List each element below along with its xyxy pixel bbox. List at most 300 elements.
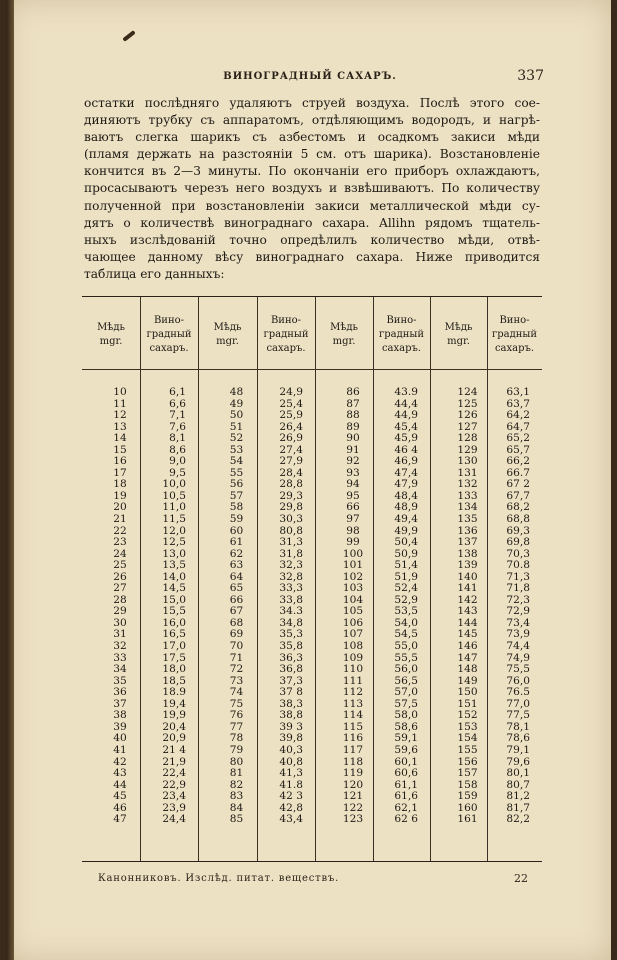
sugar-value: 50,9 <box>394 547 418 560</box>
sugar-value: 77,5 <box>506 709 530 722</box>
header-line: Мѣдь <box>97 322 125 333</box>
text-line: диняютъ трубку съ аппаратомъ, отдѣляющимъ водородъ, и нагрѣ- <box>84 113 540 128</box>
sugar-value: 17,5 <box>162 651 186 664</box>
copper-value: 60 <box>229 524 244 537</box>
sugar-value: 34.3 <box>279 605 303 618</box>
sugar-value: 54,5 <box>394 628 418 641</box>
copper-value: 108 <box>342 640 364 653</box>
sugar-value: 41,3 <box>279 767 303 780</box>
copper-value: 62 <box>229 547 244 560</box>
sugar-value: 59,1 <box>394 732 418 745</box>
copper-value: 102 <box>342 570 364 583</box>
copper-value: 109 <box>342 651 364 664</box>
copper-value: 46 <box>113 801 127 814</box>
sugar-value: 20,4 <box>162 720 186 733</box>
copper-value: 92 <box>346 455 360 468</box>
sugar-value: 40,3 <box>279 743 303 756</box>
sugar-value: 6,6 <box>169 397 186 410</box>
copper-value: 129 <box>457 443 478 456</box>
book-spine <box>6 0 14 960</box>
sugar-value: 49,9 <box>394 524 418 537</box>
sugar-value: 33,3 <box>279 582 303 595</box>
header-line: градный <box>378 329 425 340</box>
sugar-value: 8,1 <box>169 432 186 445</box>
sugar-value: 48,9 <box>394 501 418 514</box>
copper-value: 107 <box>342 628 364 641</box>
sugar-value: 13,0 <box>162 547 186 560</box>
sugar-header <box>257 305 315 365</box>
sugar-value: 15,0 <box>162 593 186 606</box>
header-line: Вино- <box>270 315 302 326</box>
copper-value: 139 <box>457 559 478 572</box>
text-line: дятъ о количествѣ винограднаго сахара. Allihn рядомъ тщатель- <box>84 215 540 230</box>
sugar-value: 74,9 <box>506 651 530 664</box>
copper-value: 119 <box>342 767 364 780</box>
sugar-value: 18,5 <box>162 674 186 687</box>
sugar-value: 22,4 <box>162 767 186 780</box>
copper-value: 39 <box>113 720 127 733</box>
copper-column <box>337 387 369 826</box>
sugar-value: 51,4 <box>394 559 418 572</box>
sugar-value: 66,2 <box>506 455 530 468</box>
sugar-header <box>487 305 542 365</box>
sugar-value: 80,1 <box>506 767 530 780</box>
sugar-value: 10,0 <box>162 478 186 491</box>
sugar-value: 41.8 <box>279 778 303 791</box>
copper-value: 67 <box>229 605 244 618</box>
sugar-header <box>373 305 430 365</box>
copper-value: 66 <box>229 593 244 606</box>
copper-value: 68 <box>229 616 244 629</box>
copper-value: 147 <box>457 651 478 664</box>
sugar-column <box>140 387 186 826</box>
copper-value: 22 <box>113 524 127 537</box>
sugar-value: 66.7 <box>506 466 530 479</box>
sugar-value: 76,0 <box>506 674 530 687</box>
copper-value: 17 <box>113 466 127 479</box>
sugar-value: 79,6 <box>506 755 530 768</box>
sugar-value: 47,4 <box>394 466 418 479</box>
copper-value: 145 <box>457 628 478 641</box>
copper-value: 35 <box>113 674 127 687</box>
copper-value: 122 <box>342 801 364 814</box>
copper-value: 50 <box>229 409 244 422</box>
copper-value: 73 <box>229 674 244 687</box>
copper-value: 154 <box>457 732 478 745</box>
copper-value: 130 <box>457 455 478 468</box>
copper-value: 36 <box>113 686 127 699</box>
sugar-column <box>487 387 530 826</box>
copper-value: 112 <box>342 686 364 699</box>
copper-value: 21 <box>113 513 127 526</box>
copper-value: 47 <box>113 813 127 826</box>
sugar-value: 23,4 <box>162 790 186 803</box>
copper-value: 104 <box>342 593 364 606</box>
copper-value: 41 <box>113 743 127 756</box>
sugar-value: 31,8 <box>279 547 303 560</box>
sugar-value: 60,1 <box>394 755 418 768</box>
copper-value: 83 <box>229 790 244 803</box>
copper-value: 11 <box>113 397 127 410</box>
copper-value: 95 <box>346 489 360 502</box>
sugar-value: 45,4 <box>394 420 418 433</box>
sugar-value: 72,3 <box>506 593 530 606</box>
sugar-value: 74,4 <box>506 640 530 653</box>
book-page <box>6 0 611 960</box>
copper-value: 120 <box>342 778 364 791</box>
copper-value: 121 <box>342 790 364 803</box>
copper-value: 66 <box>346 501 360 514</box>
sugar-value: 75,5 <box>506 663 530 676</box>
sugar-value: 9,5 <box>169 466 186 479</box>
copper-value: 133 <box>457 489 478 502</box>
copper-value: 25 <box>113 559 127 572</box>
copper-value: 26 <box>113 570 127 583</box>
sugar-value: 35,8 <box>279 640 303 653</box>
sugar-value: 61,6 <box>394 790 418 803</box>
copper-value: 82 <box>229 778 244 791</box>
copper-value: 28 <box>113 593 127 606</box>
copper-value: 118 <box>342 755 364 768</box>
copper-value: 69 <box>229 628 244 641</box>
sugar-value: 24,4 <box>162 813 186 826</box>
sugar-value: 64,7 <box>506 420 530 433</box>
sugar-value: 78,1 <box>506 720 530 733</box>
sugar-value: 70,3 <box>506 547 530 560</box>
sugar-value: 59,6 <box>394 743 418 756</box>
sugar-value: 11,5 <box>162 513 186 526</box>
header-line: Вино- <box>499 315 530 326</box>
copper-value: 43 <box>113 767 127 780</box>
sugar-value: 44,4 <box>394 397 418 410</box>
running-head <box>76 68 544 88</box>
sugar-value: 21 4 <box>162 743 186 756</box>
copper-value: 156 <box>457 755 478 768</box>
sugar-value: 71,3 <box>506 570 530 583</box>
sugar-value: 67 2 <box>506 478 530 491</box>
sugar-value: 65,7 <box>506 443 530 456</box>
sugar-value: 28,4 <box>279 466 303 479</box>
copper-value: 135 <box>457 513 478 526</box>
sugar-value: 81,7 <box>506 801 530 814</box>
copper-value: 98 <box>346 524 360 537</box>
sugar-value: 57,5 <box>394 697 418 710</box>
header-line: Вино- <box>153 315 185 326</box>
sugar-value: 32,8 <box>279 570 303 583</box>
sugar-value: 32,3 <box>279 559 303 572</box>
sugar-value: 26,9 <box>279 432 303 445</box>
copper-value: 157 <box>457 767 478 780</box>
sugar-value: 6,1 <box>169 386 186 398</box>
sugar-value: 39 3 <box>279 720 303 733</box>
copper-value: 61 <box>229 536 244 549</box>
sugar-value: 38,8 <box>279 709 303 722</box>
sugar-value: 62,1 <box>394 801 418 814</box>
copper-value: 58 <box>229 501 244 514</box>
copper-value: 101 <box>342 559 364 572</box>
sugar-value: 69,8 <box>506 536 530 549</box>
sugar-value: 76.5 <box>506 686 530 699</box>
sugar-value: 26,4 <box>279 420 303 433</box>
sugar-value: 14,0 <box>162 570 186 583</box>
copper-value: 125 <box>457 397 478 410</box>
copper-value: 51 <box>229 420 244 433</box>
copper-value: 146 <box>457 640 478 653</box>
header-line: градный <box>491 329 538 340</box>
copper-value: 64 <box>229 570 244 583</box>
copper-value: 123 <box>342 813 364 826</box>
copper-value: 40 <box>113 732 127 745</box>
copper-value: 70 <box>229 640 244 653</box>
sugar-value: 43,4 <box>279 813 303 826</box>
copper-value: 15 <box>113 443 127 456</box>
text-line: просасываютъ черезъ него воздухъ и взвѣшиваютъ. По количеству <box>84 181 540 196</box>
copper-value: 94 <box>346 478 360 491</box>
copper-value: 111 <box>342 674 364 687</box>
copper-value: 10 <box>113 386 127 398</box>
sugar-value: 73,4 <box>506 616 530 629</box>
sugar-value: 34,8 <box>279 616 303 629</box>
sugar-value: 51,9 <box>394 570 418 583</box>
text-line: таблица его данныхъ: <box>84 266 225 281</box>
sugar-value: 60,6 <box>394 767 418 780</box>
sugar-value: 10,5 <box>162 489 186 502</box>
text-line: чающее данному вѣсу винограднаго сахара. Ниже приводится <box>84 249 540 264</box>
copper-value: 151 <box>457 697 478 710</box>
sugar-value: 7,6 <box>169 420 186 433</box>
sugar-value: 72,9 <box>506 605 530 618</box>
copper-header <box>430 305 487 365</box>
sugar-value: 25,9 <box>279 409 303 422</box>
copper-value: 113 <box>342 697 364 710</box>
copper-value: 149 <box>457 674 478 687</box>
copper-value: 136 <box>457 524 478 537</box>
copper-value: 45 <box>113 790 127 803</box>
sugar-value: 36,3 <box>279 651 303 664</box>
column-divider <box>315 297 316 861</box>
copper-value: 124 <box>457 386 478 398</box>
sugar-value: 52,4 <box>394 582 418 595</box>
sugar-value: 78,6 <box>506 732 530 745</box>
copper-value: 71 <box>229 651 244 664</box>
copper-value: 30 <box>113 616 127 629</box>
copper-value: 56 <box>229 478 244 491</box>
header-line: сахаръ. <box>149 343 189 354</box>
copper-value: 88 <box>346 409 360 422</box>
sugar-value: 37 8 <box>279 686 303 699</box>
copper-value: 75 <box>229 697 244 710</box>
sugar-value: 80,7 <box>506 778 530 791</box>
sugar-value: 33,8 <box>279 593 303 606</box>
sugar-value: 61,1 <box>394 778 418 791</box>
sugar-value: 73,9 <box>506 628 530 641</box>
sugar-value: 42,8 <box>279 801 303 814</box>
copper-value: 23 <box>113 536 127 549</box>
copper-value: 37 <box>113 697 127 710</box>
text-line: ныхъ изслѣдованій точно опредѣлилъ количество мѣди, отвѣ- <box>84 232 540 247</box>
copper-value: 55 <box>229 466 244 479</box>
sugar-value: 14,5 <box>162 582 186 595</box>
copper-value: 142 <box>457 593 478 606</box>
sugar-value: 15,5 <box>162 605 186 618</box>
sugar-value: 42 3 <box>279 790 303 803</box>
sugar-value: 71,8 <box>506 582 530 595</box>
text-line: полученной при возстановленіи закиси металлической мѣди су- <box>84 198 540 213</box>
copper-header <box>82 305 140 365</box>
copper-value: 52 <box>229 432 244 445</box>
sugar-value: 20,9 <box>162 732 186 745</box>
copper-value: 74 <box>229 686 244 699</box>
header-line: Мѣдь <box>213 322 242 333</box>
sugar-value: 28,8 <box>279 478 303 491</box>
sugar-value: 56,5 <box>394 674 418 687</box>
copper-value: 12 <box>113 409 127 422</box>
copper-value: 152 <box>457 709 478 722</box>
header-line: Вино- <box>386 315 417 326</box>
sugar-value: 62 6 <box>394 813 418 826</box>
copper-value: 14 <box>113 432 127 445</box>
copper-value: 38 <box>113 709 127 722</box>
copper-value: 84 <box>229 801 244 814</box>
copper-value: 90 <box>346 432 360 445</box>
copper-value: 44 <box>113 778 127 791</box>
copper-value: 78 <box>229 732 244 745</box>
header-line: градный <box>146 329 192 340</box>
copper-value: 150 <box>457 686 478 699</box>
sugar-value: 47,9 <box>394 478 418 491</box>
sugar-value: 45,9 <box>394 432 418 445</box>
copper-value: 134 <box>457 501 478 514</box>
sugar-value: 12,0 <box>162 524 186 537</box>
sugar-value: 17,0 <box>162 640 186 653</box>
copper-value: 138 <box>457 547 478 560</box>
sugar-value: 31,3 <box>279 536 303 549</box>
copper-value: 99 <box>346 536 360 549</box>
ink-mark <box>122 30 135 42</box>
sugar-value: 63,1 <box>506 386 530 398</box>
header-line: Мѣдь <box>330 322 358 333</box>
sugar-value: 50,4 <box>394 536 418 549</box>
copper-value: 105 <box>342 605 364 618</box>
copper-sugar-table <box>82 296 542 862</box>
sugar-value: 70.8 <box>506 559 530 572</box>
sugar-value: 18.9 <box>162 686 186 699</box>
sugar-value: 80,8 <box>279 524 303 537</box>
header-line: mgr. <box>99 336 123 347</box>
copper-value: 89 <box>346 420 360 433</box>
sugar-value: 35,3 <box>279 628 303 641</box>
sugar-value: 68,2 <box>506 501 530 514</box>
sugar-value: 39,8 <box>279 732 303 745</box>
sugar-value: 53,5 <box>394 605 418 618</box>
copper-value: 160 <box>457 801 478 814</box>
copper-value: 49 <box>229 397 244 410</box>
sugar-value: 44,9 <box>394 409 418 422</box>
text-line: (пламя держать на разстояніи 5 см. отъ шарика). Возстановленіе <box>84 147 540 162</box>
sugar-value: 18,0 <box>162 663 186 676</box>
copper-value: 18 <box>113 478 127 491</box>
copper-value: 19 <box>113 489 127 502</box>
sugar-value: 46,9 <box>394 455 418 468</box>
copper-value: 106 <box>342 616 364 629</box>
sugar-value: 16,0 <box>162 616 186 629</box>
sugar-value: 57,0 <box>394 686 418 699</box>
sugar-value: 13,5 <box>162 559 186 572</box>
signature-mark: 22 <box>514 872 528 885</box>
column-divider <box>430 297 431 861</box>
sugar-value: 58,6 <box>394 720 418 733</box>
sugar-value: 68,8 <box>506 513 530 526</box>
header-line: сахаръ. <box>494 343 535 354</box>
copper-value: 141 <box>457 582 478 595</box>
text-line: ваютъ слегка шарикъ съ азбестомъ и осадкомъ закиси мѣди <box>84 130 540 145</box>
copper-value: 33 <box>113 651 127 664</box>
sugar-value: 82,2 <box>506 813 530 826</box>
sugar-column <box>257 387 303 826</box>
sugar-value: 56,0 <box>394 663 418 676</box>
sugar-value: 29,8 <box>279 501 303 514</box>
sugar-value: 22,9 <box>162 778 186 791</box>
copper-value: 117 <box>342 743 364 756</box>
copper-value: 100 <box>342 547 364 560</box>
page-footer <box>98 872 528 888</box>
copper-value: 80 <box>229 755 244 768</box>
sugar-value: 19,9 <box>162 709 186 722</box>
sugar-value: 16,5 <box>162 628 186 641</box>
running-head-title: ВИНОГРАДНЫЙ САХАРЪ. <box>223 71 397 82</box>
copper-value: 63 <box>229 559 244 572</box>
copper-value: 126 <box>457 409 478 422</box>
sugar-value: 55,5 <box>394 651 418 664</box>
copper-column <box>452 387 483 826</box>
copper-value: 115 <box>342 720 364 733</box>
header-line: Мѣдь <box>444 322 473 333</box>
copper-value: 144 <box>457 616 478 629</box>
header-line: градный <box>263 329 309 340</box>
sugar-value: 24,9 <box>279 386 303 398</box>
sugar-value: 40,8 <box>279 755 303 768</box>
sugar-value: 21,9 <box>162 755 186 768</box>
copper-value: 16 <box>113 455 127 468</box>
body-paragraph <box>84 95 540 283</box>
sugar-value: 27,9 <box>279 455 303 468</box>
sugar-value: 7,1 <box>169 409 186 422</box>
copper-value: 161 <box>457 813 478 826</box>
copper-header <box>198 305 257 365</box>
copper-value: 20 <box>113 501 127 514</box>
copper-value: 54 <box>229 455 244 468</box>
copper-value: 127 <box>457 420 478 433</box>
copper-value: 34 <box>113 663 127 676</box>
sugar-value: 43.9 <box>394 386 418 398</box>
header-line: mgr. <box>447 336 470 347</box>
header-rule <box>82 369 542 370</box>
sugar-value: 37,3 <box>279 674 303 687</box>
copper-value: 87 <box>346 397 360 410</box>
sugar-value: 58,0 <box>394 709 418 722</box>
sugar-column <box>373 387 418 826</box>
copper-value: 42 <box>113 755 127 768</box>
sugar-value: 69,3 <box>506 524 530 537</box>
sugar-value: 54,0 <box>394 616 418 629</box>
copper-value: 53 <box>229 443 244 456</box>
copper-value: 27 <box>113 582 127 595</box>
text-line: остатки послѣдняго удаляютъ струей воздуха. Послѣ этого сое- <box>84 96 540 110</box>
sugar-value: 63,7 <box>506 397 530 410</box>
copper-value: 132 <box>457 478 478 491</box>
column-divider <box>198 297 199 861</box>
copper-value: 86 <box>346 386 360 398</box>
